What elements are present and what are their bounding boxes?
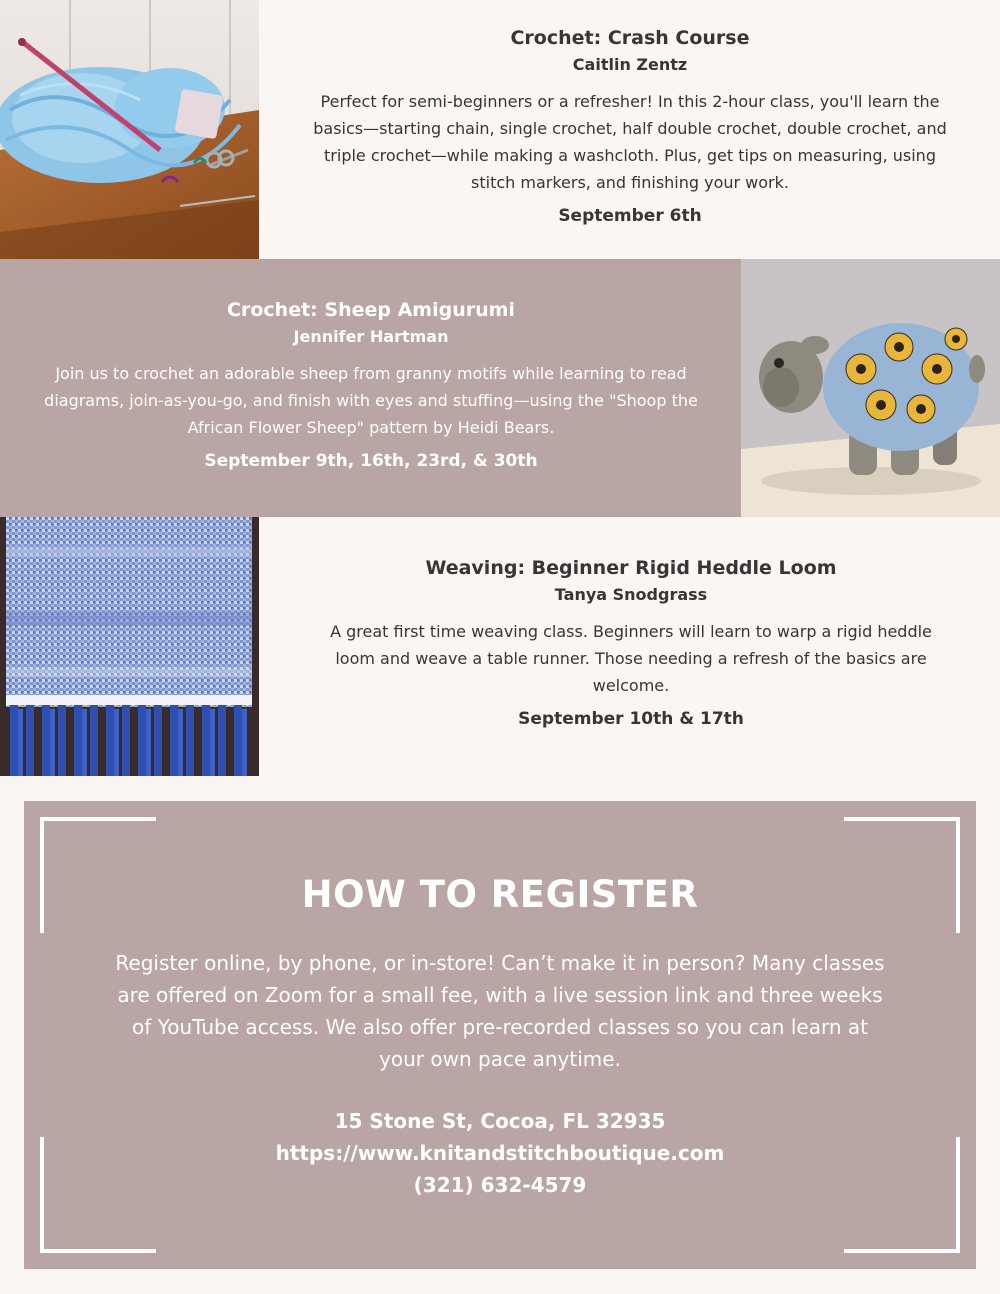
- register-contact: [24, 1105, 976, 1201]
- class-row-crochet-crash-course: [0, 0, 1000, 259]
- class-title: Crochet: Sheep Amigurumi: [227, 299, 515, 321]
- class-date: September 10th & 17th: [518, 709, 744, 729]
- class-info: [310, 557, 952, 729]
- class-info: [310, 27, 950, 226]
- class-date: September 9th, 16th, 23rd, & 30th: [204, 451, 538, 471]
- register-description: Register online, by phone, or in-store! Can’t make it in person? Many classes are offered on Zoom for a small fee, with a live session link and three weeks of YouTube access. We also offer pre-recorded classes so you can learn at your own pace anytime.: [115, 951, 885, 1071]
- store-address: 15 Stone St, Cocoa, FL 32935: [334, 1109, 666, 1133]
- class-info: [40, 299, 702, 471]
- class-row-weaving: [0, 517, 1000, 776]
- class-instructor: Jennifer Hartman: [293, 327, 449, 346]
- store-website-link[interactable]: https://www.knitandstitchboutique.com: [275, 1141, 725, 1165]
- class-instructor: Tanya Snodgrass: [554, 585, 708, 604]
- class-description: Perfect for semi-beginners or a refresher! In this 2-hour class, you'll learn the basics—starting chain, single crochet, half double crochet, double crochet, and triple crochet—while making a washcloth. Plus, get tips on measuring, using stitch markers, and finishing your work.: [313, 92, 947, 192]
- woven-runner-photo: [0, 517, 259, 776]
- yarn-and-hook-photo: [0, 0, 259, 259]
- class-description: A great first time weaving class. Beginners will learn to warp a rigid heddle loom and weave a table runner. Those needing a refresh of the basics are welcome.: [330, 622, 932, 695]
- class-title: Crochet: Crash Course: [510, 27, 750, 49]
- store-phone[interactable]: (321) 632-4579: [413, 1173, 587, 1197]
- class-title: Weaving: Beginner Rigid Heddle Loom: [425, 557, 837, 579]
- register-panel: [24, 801, 976, 1269]
- register-title: HOW TO REGISTER: [301, 873, 699, 916]
- class-description: Join us to crochet an adorable sheep from granny motifs while learning to read diagrams, join-as-you-go, and finish with eyes and stuffing—using the "Shoop the African Flower Sheep" pattern by Heidi Bears.: [44, 364, 698, 437]
- class-date: September 6th: [558, 206, 702, 226]
- class-instructor: Caitlin Zentz: [572, 55, 688, 74]
- class-row-sheep-amigurumi: [0, 259, 1000, 517]
- sheep-amigurumi-photo: [741, 259, 1000, 517]
